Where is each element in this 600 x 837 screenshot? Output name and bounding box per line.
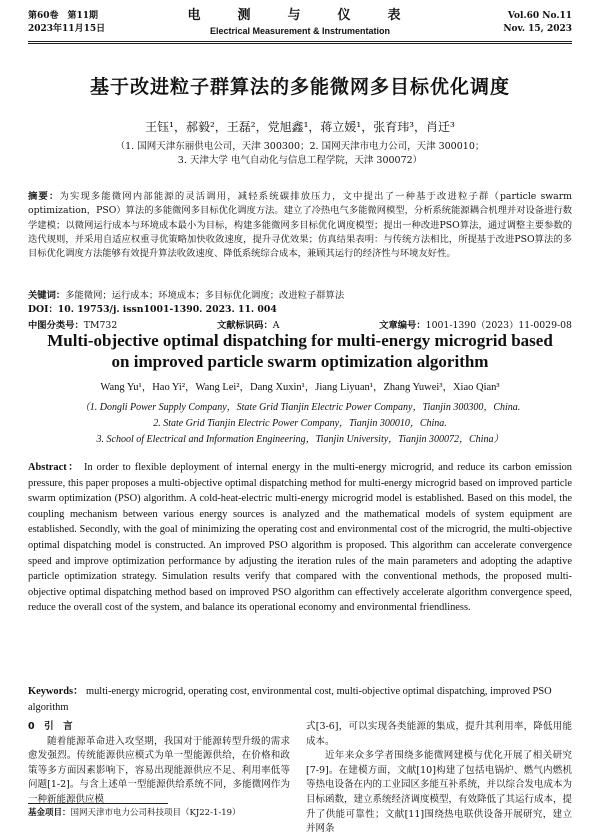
header-volume-en: Vol.60 No.11 [507,11,572,21]
abstract-cn [28,190,572,261]
footnote-funding [28,806,241,818]
paper-title-cn: 基于改进粒子群算法的多能微网多目标优化调度 [89,76,510,98]
doc-code [217,317,280,331]
keywords-en-text: multi-energy microgrid, operating cost, environmental cost, multi-objective optimal dispatching, improved PSO algorithm [28,686,552,713]
doc-code-label: 文献标识码： [216,320,273,331]
journal-title-en: Electrical Measurement & Instrumentation [209,26,391,36]
intro-paragraph-2: 近年来众多学者围绕多能微网建模与优化开展了相关研究[7-9]。在建模方面，文献[10]构建了包括电锅炉、燃气内燃机等热电设备在内的工业园区多能互补系统，并以综合发电成本为目标函数，建立系统经济调度模型，有效降低了其运行成本，提升了供能可靠性；文献[11]围绕热电联供设备开展研究，建立并网条 [306,750,573,835]
article-number [379,317,572,331]
abstract-en [28,460,572,616]
header-date-en: Nov. 15, 2023 [503,24,572,34]
footnote-label: 基金项目： [28,808,71,818]
keywords-en-label: Keywords： [28,686,84,697]
abstract-cn-text: 为实现多能微网内部能源的灵活调用，减轻系统碳排放压力，文中提出了一种基于改进粒子群（particle swarm optimization，PSO）算法的多能微网多目标优化调度方法。建立了冷热电气多能微网模型，分析系统能源耦合机理并对设备进行数学建模；以微网运行成本与环境成本最小为目标，构建多能微网多目标优化调度模型；提出一种改进PSO算法，通过调整主要参数的迭代规则，并采用自适应权重寻优策略加快收敛速度，提升寻优效果；仿真结果表明：与传统方法相比，所提基于改进PSO算法的多目标优化调度方法能够有效提升算法收敛速度、降低系统综合成本，兼顾其运行的经济性与环境友好性。 [28,191,572,260]
affiliation-en-line: （1. Dongli Power Supply Company，State Grid Tianjin Electric Power Company，Tianjin 300300，China. [79,402,521,413]
intro-paragraph-1: 随着能源革命进入攻坚期，我国对于能源转型升级的需求愈发强烈。传统能源供应模式为单一型能源供给，在价格和政策等多方面因素影响下，容易出现能源供应不足、利用率低等问题[1-2]。与含上述单一型能源供给系统不同，多能微网作为一种新能源供应模 [28,735,290,805]
class-number [28,317,117,331]
section-heading-intro: 0 引 言 [28,721,73,732]
journal-title-cn: 电 测 与 仪 表 [187,8,413,23]
affiliation-cn-line: 3. 天津大学 电气自动化与信息工程学院，天津 300072） [177,155,423,166]
header-rule-2 [28,43,572,44]
header-volume: 第60卷 第11期 [28,11,99,21]
abstract-en-text: In order to flexible deployment of internal energy in the multi-energy microgrid, and reduce its carbon emission pressure, this paper proposes a multi-objective optimal dispatching method for multi-energy microgrid based on improved particle swarm optimization (PSO) algorithm. A cold-heat-electric multi-energy microgrid model is established. Based on this model, the coupling mechanism between various energy sources is analyzed and the mathematical models of system equipment are established. Secondly, with the goal of minimizing the operating cost and environmental cost of the microgrid, the multi-objective optimal dispatching model is constructed. An improved PSO algorithm is proposed. This algorithm can accelerate convergence speed and improve optimization performance by adjusting the iteration rules of the main parameters and adopting the adaptive particle optimization strategy. Simulation results verify that compared with the conventional methods, the proposed multi-objective optimal dispatching method based on improved PSO algorithm can effectively accelerate algorithm convergence speed, reduce the overall cost of the system, and balance its operational economy and environmental friendliness. [28,462,572,614]
header-rule [28,41,572,42]
paper-title-en: Multi-objective optimal dispatching for multi-energy microgrid based on improved particle swarm optimization algorithm [47,331,553,371]
class-number-label: 中图分类号： [28,320,84,331]
footnote-text: 国网天津市电力公司科技项目（KJ22-1-19） [70,808,241,818]
keywords-cn-label: 关键词： [28,290,66,301]
affiliation-en-line: 3. School of Electrical and Information Engineering，Tianjin University，Tianjin 300072，China） [96,434,504,445]
header-right [503,10,572,36]
authors-en: Wang Yu¹，Hao Yi²，Wang Lei²，Dang Xuxin¹，Jiang Liyuan¹，Zhang Yuwei³，Xiao Qian³ [100,382,500,393]
article-number-label: 文章编号： [379,320,426,331]
abstract-en-label: Abstract： [28,462,80,473]
affiliation-en-line: 2. State Grid Tianjin Electric Power Company，Tianjin 300010，China. [153,418,447,429]
header-date: 2023年11月15日 [28,24,106,34]
abstract-cn-label: 摘要： [28,191,60,202]
article-number-value: 1001-1390（2023）11-0029-08 [425,320,572,331]
affiliations-en [0,400,600,448]
body-left-column [28,720,290,808]
footnote-rule [28,803,168,804]
affiliations-cn [0,140,600,168]
authors-cn: 王钰¹，郝毅²，王磊²，党旭鑫¹，蒋立媛¹，张育玮³，肖迁³ [145,120,455,134]
affiliation-cn-line: （1. 国网天津东丽供电公司，天津 300300；2. 国网天津市电力公司，天津 300010； [115,141,485,152]
intro-paragraph-1-cont: 式[3-6]，可以实现各类能源的集成，提升其利用率，降低用能成本。 [306,721,572,747]
keywords-cn-text: 多能微网；运行成本；环境成本；多目标优化调度；改进粒子群算法 [65,290,345,301]
doi: DOI：10. 19753/j. issn1001-1390. 2023. 11. 004 [28,304,277,315]
classification-row [28,317,572,331]
doc-code-value: A [272,320,280,331]
class-number-value: TM732 [83,320,118,331]
keywords-cn [28,289,572,303]
body-right-column [306,720,572,837]
keywords-en [28,684,572,715]
